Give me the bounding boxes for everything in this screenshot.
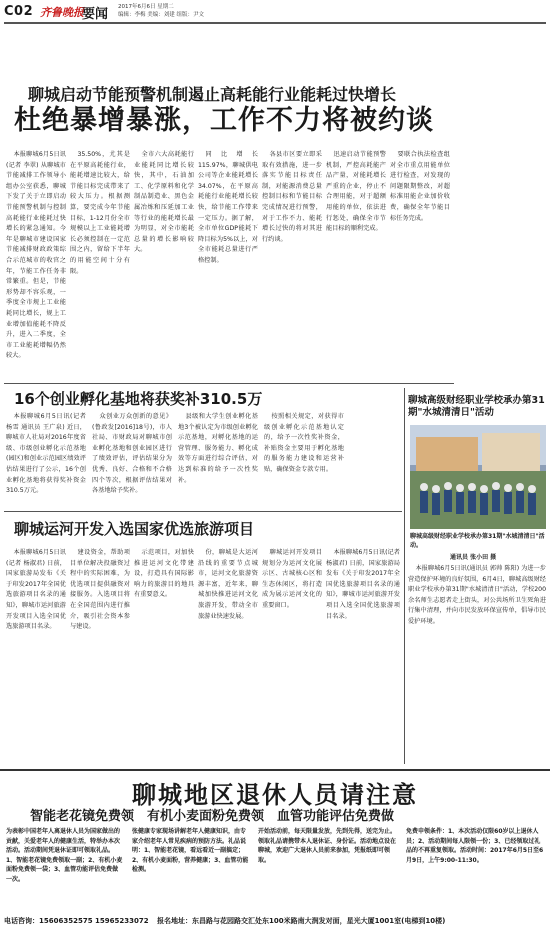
newspaper-logo: 齐鲁晚报 [40, 6, 84, 19]
ad-title: 聊城地区退休人员请注意 [132, 781, 418, 809]
sidebar-title: 聊城高级财经职业学校承办第31期"水城清清日"活动 [408, 395, 545, 418]
story1-rule [4, 383, 454, 384]
page-number: C02 [4, 4, 34, 19]
story3-col5: 聊城运河开发项目规划分为运河文化展示区、古城核心区和生态休闲区，将打造成为展示运河文化的重要窗口。 [262, 549, 322, 609]
ad-contact-line [4, 916, 546, 932]
ad-subtitle: 智能老花镜免费领 有机小麦面粉免费领 血管功能评估免费做 [30, 809, 395, 824]
story2-col3: 县级和大学生创业孵化基地3个被认定为市级创业孵化示范基地，对孵化基地的运营管理、服务能力、孵化成效等方面进行综合评估，对达到标准的给予一次性奖补。 [178, 413, 258, 484]
ad-col2: 张健康专家现场讲解老年人健康知识，由专家介绍老年人常见疾病的预防方法。礼品说明：1、智能老花镜，看远看近一副搞定；2、有机小麦面粉，营养健康；3、血管功能检测。 [132, 828, 249, 874]
ad-col3: 开始活动前，每天限量发放，先到先得，送完为止。领取礼品请携带本人退休证、身份证。活动地点设在聊城，欢迎广大退休人员前来参加，凭报纸即可领取。 [258, 828, 397, 864]
header-meta [118, 3, 204, 19]
sidebar-caption: 聊城高级财经职业学校承办第31期"水城清清日"活动。 [410, 533, 545, 549]
header-rule [4, 22, 546, 24]
story2-title: 16个创业孵化基地将获奖补310.5万 [14, 390, 263, 408]
story2-col1: 本报聊城6月5日讯(记者 杨雪 通讯员 王广泉) 近日，聊城市人社局对2016年度省级、市级创业孵化示范基地(园区)和创业示范园区绩效评估结果进行了公示，16个创业孵化基地将获得奖补资金310.5万元。 [6, 413, 86, 495]
story1-title: 杜绝暴增暴涨，工作不力将被约谈 [14, 105, 434, 136]
story1-col2: 35.50%，尤其是在平原高耗能行业，能耗增速比较大，给节能目标完成带来了较大压力。根据测算，要完成今年节能目标，1-12月份全市规模以上工业能耗增长必须控制在一定范围之内，留给下半年的用能空间十分有限。 [70, 151, 130, 275]
sidebar-byline: 通讯员 张小田 摄 [450, 554, 497, 561]
story1-col6: 迅速启动节能预警机制，严控高耗能产品产量，对能耗增长严重的企业，停止不合理用能，对于超额用能的单位，依法进行惩处，确保全市节能目标的顺利完成。 [326, 151, 386, 233]
story1-col1: 本报聊城6月5日讯(记者 李翠) 从聊城市节能减排工作领导小组办公室获悉，聊城下发了关于立即启动节能预警机制与控制高耗能行业能耗过快增长的紧急通知。今年是聊城市建设国家节能减排财政政策综合示范城市的收官之年，节能工作任务非常繁重。但是，节能形势却不容乐观，一季度全市规上工业能耗同比增长，规上工业增加值能耗不降反升，进入二季度，全市工业能耗增幅仍然较大。 [6, 151, 66, 360]
story1-col5: 各县市区要立即采取有效措施，进一步落实节能目标责任制，对能源消费总量控制目标和节能目标完成情况进行预警，对于工作不力、能耗增长过快的将对其进行约谈。 [262, 151, 322, 243]
date-line: 2017年6月6日 星期二 [118, 4, 174, 10]
ad-hotline: 电话咨询：15606352575 15965233072 [4, 917, 149, 925]
editor-line: 编辑：李梅 美编：刘建 组版：尹文 [118, 12, 204, 18]
story3-col1: 本报聊城6月5日讯(记者 杨淑君) 日前，国家旅游局发布《关于印发2017年全国优选旅游项目名录的通知》，聊城市运河旅游开发项目入选全国优选旅游项目名录。 [6, 549, 66, 631]
story3-col3: 示范项目，对加快推进运河文化带建设，打造具有国际影响力的旅游目的地具有重要意义。 [134, 549, 194, 599]
story3-col4: 份，聊城是大运河沿线的重要节点城市，运河文化旅游资源丰富，近年来，聊城加快推进运河文化旅游开发，带动全市旅游业快速发展。 [198, 549, 258, 620]
sidebar-text: 本报聊城6月5日讯(通讯员 郭帅 陈阳) 为进一步营造保护环境的良好氛围，6月4日，聊城高级财经职业学校承办第31期"水城清清日"活动，学校200余名师生志愿者走上街头，对公共场所卫生死角进行集中清理，并向市民发放环保宣传单，倡导市民爱护环境。 [408, 565, 546, 625]
story1-col3: 全市六大高耗能行业能耗同比增长较快，其中，石油加工、化学原料和化学制品制造业、黑色金属冶炼和压延加工业等行业的能耗增长最为明显，对全市能耗总量的增长影响较大。 [134, 151, 194, 254]
ad-col1: 为表彰中国老年人离退休人员为国家做出的贡献，关爱老年人的健康生活，特举办本次活动。活动期间凭退休证即可领取礼品。1、智能老花镜免费领取一副；2、有机小麦面粉免费领一袋；3、血管功能评估免费做一次。 [6, 828, 123, 883]
story1-kicker: 聊城启动节能预警机制遏止高耗能行业能耗过快增长 [28, 85, 397, 104]
story3-title: 聊城运河开发入选国家优选旅游项目 [14, 520, 255, 538]
story1-col4: 同比增长115.97%，聊城供电公司等企业能耗增长34.07%，在平原高耗能行业能耗增长较快，给节能工作带来一定压力。据了解，全市单位GDP能耗下降目标为5%以上，对全市能耗总量进行严格控制。 [198, 151, 258, 264]
story2-rule [4, 511, 402, 512]
story2-col4: 按照相关规定，对获得市级创业孵化示范基地认定的，给予一次性奖补资金，补贴资金主要用于孵化基地的服务能力建设和运营补贴，确保资金专款专用。 [264, 413, 344, 473]
story3-col2: 建设资金，帮助项目单位解决投融资过程中的实际困难，为优选项目提供融资对接服务。入选项目将在全国范围内进行推介，吸引社会资本参与建设。 [70, 549, 130, 631]
sidebar-divider [404, 388, 405, 764]
story1-col7: 要联合执法检查组对全市重点用能单位进行检查，对发现的问题限期整改，对超标准用能企业加价收费，确保全年节能目标任务完成。 [390, 151, 450, 222]
sidebar-photo [410, 425, 546, 529]
story3-col6: 本报聊城6月5日讯(记者 杨淑君) 日前，国家旅游局发布《关于印发2017年全国优选旅游项目名录的通知》，聊城市运河旅游开发项目入选全国优选旅游项目名录。 [326, 549, 400, 620]
ad-col4: 免费申领条件：1、本次活动仅限60岁以上退休人员；2、活动期间每人限领一份；3、已经领取过礼品的不再重复领取。活动时间：2017年6月5日至6月9日，上午9:00-11:30。 [406, 828, 544, 864]
story2-col2: 众创业万众创新的意见》(鲁政发[2016]18号)，市人社局、市财政局对聊城市创业孵化基地和创业园区进行了绩效评估，评估结果分为优秀、良好、合格和不合格四个等次，根据评估结果对各基地给予奖补。 [92, 413, 172, 495]
section-name: 要闻 [82, 7, 109, 22]
ad-address: 报名地址：东昌路与花园路交汇处东100米路南大润发对面，星光大厦1001室(电梯到10楼) [157, 917, 446, 925]
